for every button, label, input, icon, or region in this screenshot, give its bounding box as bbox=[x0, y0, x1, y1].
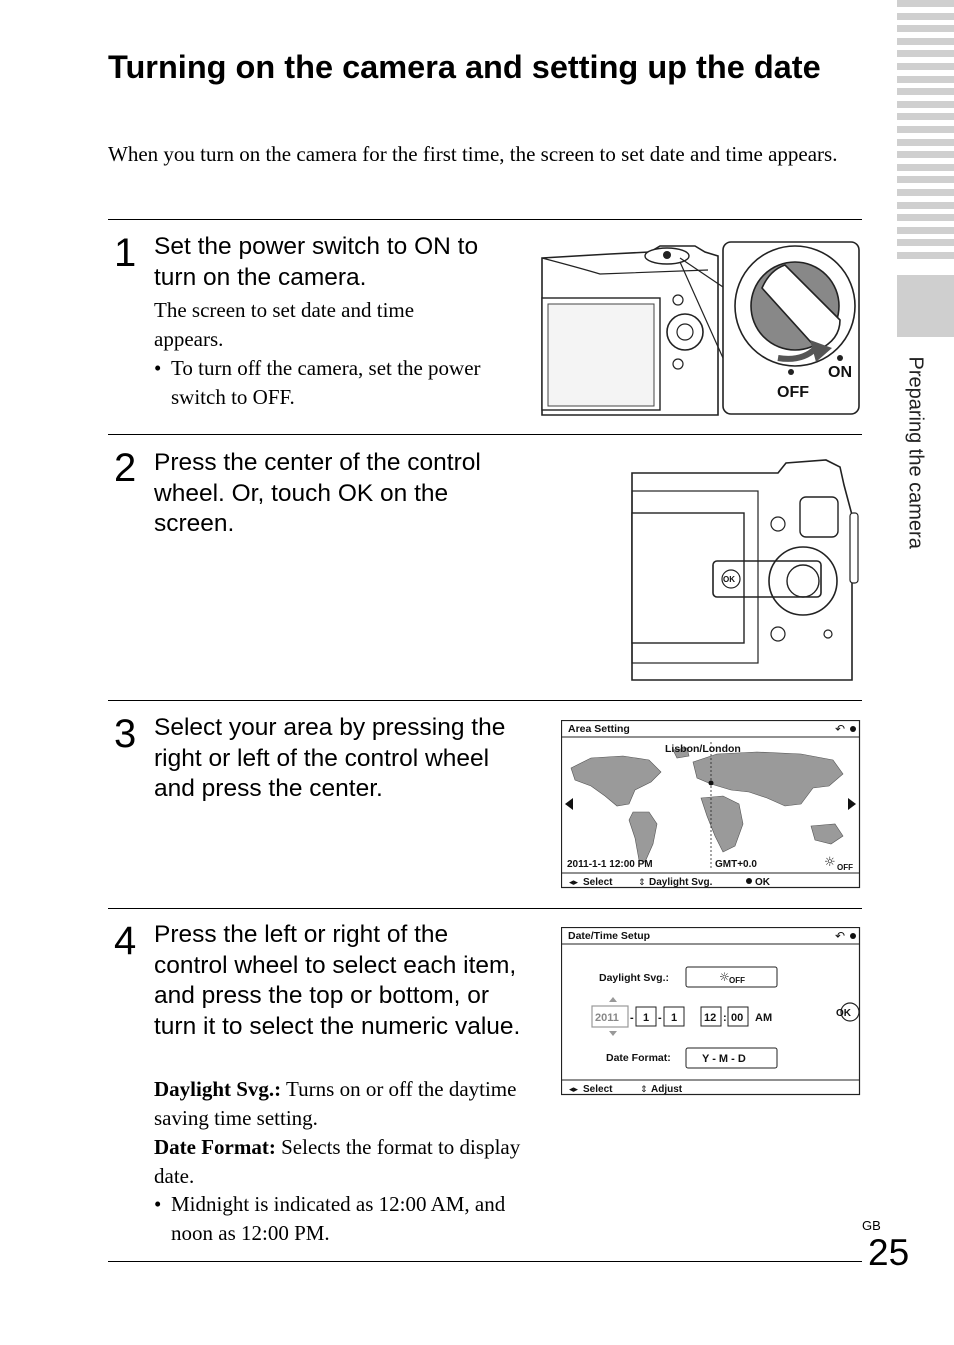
ampm-value: AM bbox=[755, 1012, 773, 1024]
date-format-value: Y - M - D bbox=[702, 1053, 746, 1065]
left-right-icon: ◂▸ bbox=[569, 878, 579, 888]
screen-header: Area Setting bbox=[568, 723, 630, 735]
step-number: 1 bbox=[114, 231, 137, 275]
datetime-readout: 2011-1-1 12:00 PM bbox=[567, 859, 653, 870]
footer-ok: OK bbox=[755, 877, 770, 888]
divider bbox=[108, 434, 862, 435]
sun-icon: ☼ bbox=[824, 855, 836, 870]
step-title-line: turn on the camera. bbox=[154, 263, 367, 291]
region-code: GB bbox=[862, 1218, 881, 1233]
daylight-label: Daylight Svg.: bbox=[599, 972, 670, 984]
dst-off-label: OFF bbox=[837, 863, 853, 872]
daylight-description bbox=[154, 1075, 524, 1133]
side-label-text: Preparing the camera bbox=[904, 356, 927, 549]
step-body: The screen to set date and time appears. bbox=[154, 298, 415, 351]
center-button-icon bbox=[850, 726, 856, 732]
daylight-term: Daylight Svg.: bbox=[154, 1077, 282, 1101]
step-number: 3 bbox=[114, 712, 137, 756]
back-icon: ↶ bbox=[835, 722, 846, 736]
format-text: Selects the format to display date. bbox=[154, 1135, 521, 1188]
divider bbox=[108, 1261, 862, 1262]
section-side-label bbox=[868, 352, 954, 592]
daylight-text: Turns on or off the daytime saving time setting. bbox=[154, 1077, 517, 1130]
svg-text:-: - bbox=[630, 1012, 634, 1024]
svg-text::: : bbox=[723, 1012, 727, 1024]
screen-header: Date/Time Setup bbox=[568, 930, 651, 942]
step-number: 2 bbox=[114, 446, 137, 490]
edge-tab-active bbox=[897, 275, 954, 337]
off-label: OFF bbox=[777, 384, 809, 401]
back-icon: ↶ bbox=[835, 929, 846, 943]
page-number: 25 bbox=[868, 1232, 910, 1273]
step-bullet: • Midnight is indicated as 12:00 AM, and noon as 12:00 PM. bbox=[154, 1190, 541, 1247]
minute-value: 00 bbox=[731, 1012, 744, 1024]
area-setting-screen bbox=[561, 720, 861, 890]
up-down-icon: ⇕ bbox=[638, 878, 646, 888]
step-title: Press the center of the control wheel. Or, touch OK on the screen. bbox=[154, 449, 481, 537]
ok-label: OK bbox=[723, 575, 735, 584]
format-description bbox=[154, 1133, 524, 1191]
footer-adjust: Adjust bbox=[651, 1084, 683, 1095]
date-format-label: Date Format: bbox=[606, 1052, 671, 1064]
format-term: Date Format: bbox=[154, 1135, 276, 1159]
intro-paragraph: When you turn on the camera for the first time, the screen to set date and time appears. bbox=[108, 142, 838, 166]
page-title: Turning on the camera and setting up the date bbox=[108, 49, 821, 85]
year-value: 2011 bbox=[595, 1012, 619, 1024]
up-down-icon: ⇕ bbox=[640, 1085, 648, 1095]
step-title bbox=[154, 232, 534, 293]
month-value: 1 bbox=[643, 1012, 650, 1024]
gmt-offset: GMT+0.0 bbox=[715, 859, 757, 870]
center-button-icon bbox=[850, 933, 856, 939]
edge-tab-stripes bbox=[897, 0, 954, 270]
date-time-setup-screen bbox=[561, 927, 861, 1097]
left-right-icon: ◂▸ bbox=[569, 1085, 579, 1095]
footer-select: Select bbox=[583, 877, 613, 888]
on-label: ON bbox=[828, 364, 852, 381]
hour-value: 12 bbox=[704, 1012, 717, 1024]
footer-daylight: Daylight Svg. bbox=[649, 877, 713, 888]
sun-icon: ☼ bbox=[719, 970, 730, 984]
step-title-line: Set the power switch to ON to bbox=[154, 233, 479, 260]
day-value: 1 bbox=[671, 1012, 678, 1024]
divider bbox=[108, 908, 862, 909]
step-number: 4 bbox=[114, 919, 137, 963]
svg-text:-: - bbox=[658, 1012, 662, 1024]
ok-label: OK bbox=[836, 1008, 851, 1019]
step-title: Select your area by pressing the right or left of the control wheel and press the center. bbox=[154, 714, 506, 802]
center-button-icon bbox=[746, 878, 752, 884]
divider bbox=[108, 700, 862, 701]
city-name: Lisbon/London bbox=[665, 743, 741, 755]
camera-top-illustration bbox=[540, 240, 862, 418]
daylight-value: OFF bbox=[729, 976, 745, 985]
step-bullet: • To turn off the camera, set the power switch to OFF. bbox=[154, 354, 501, 411]
step-title: Press the left or right of the control wheel to select each item, and press the top or bottom, or turn it to select the numeric value. bbox=[154, 921, 521, 1040]
divider bbox=[108, 219, 862, 220]
camera-back-illustration bbox=[628, 455, 862, 687]
footer-select: Select bbox=[583, 1084, 613, 1095]
